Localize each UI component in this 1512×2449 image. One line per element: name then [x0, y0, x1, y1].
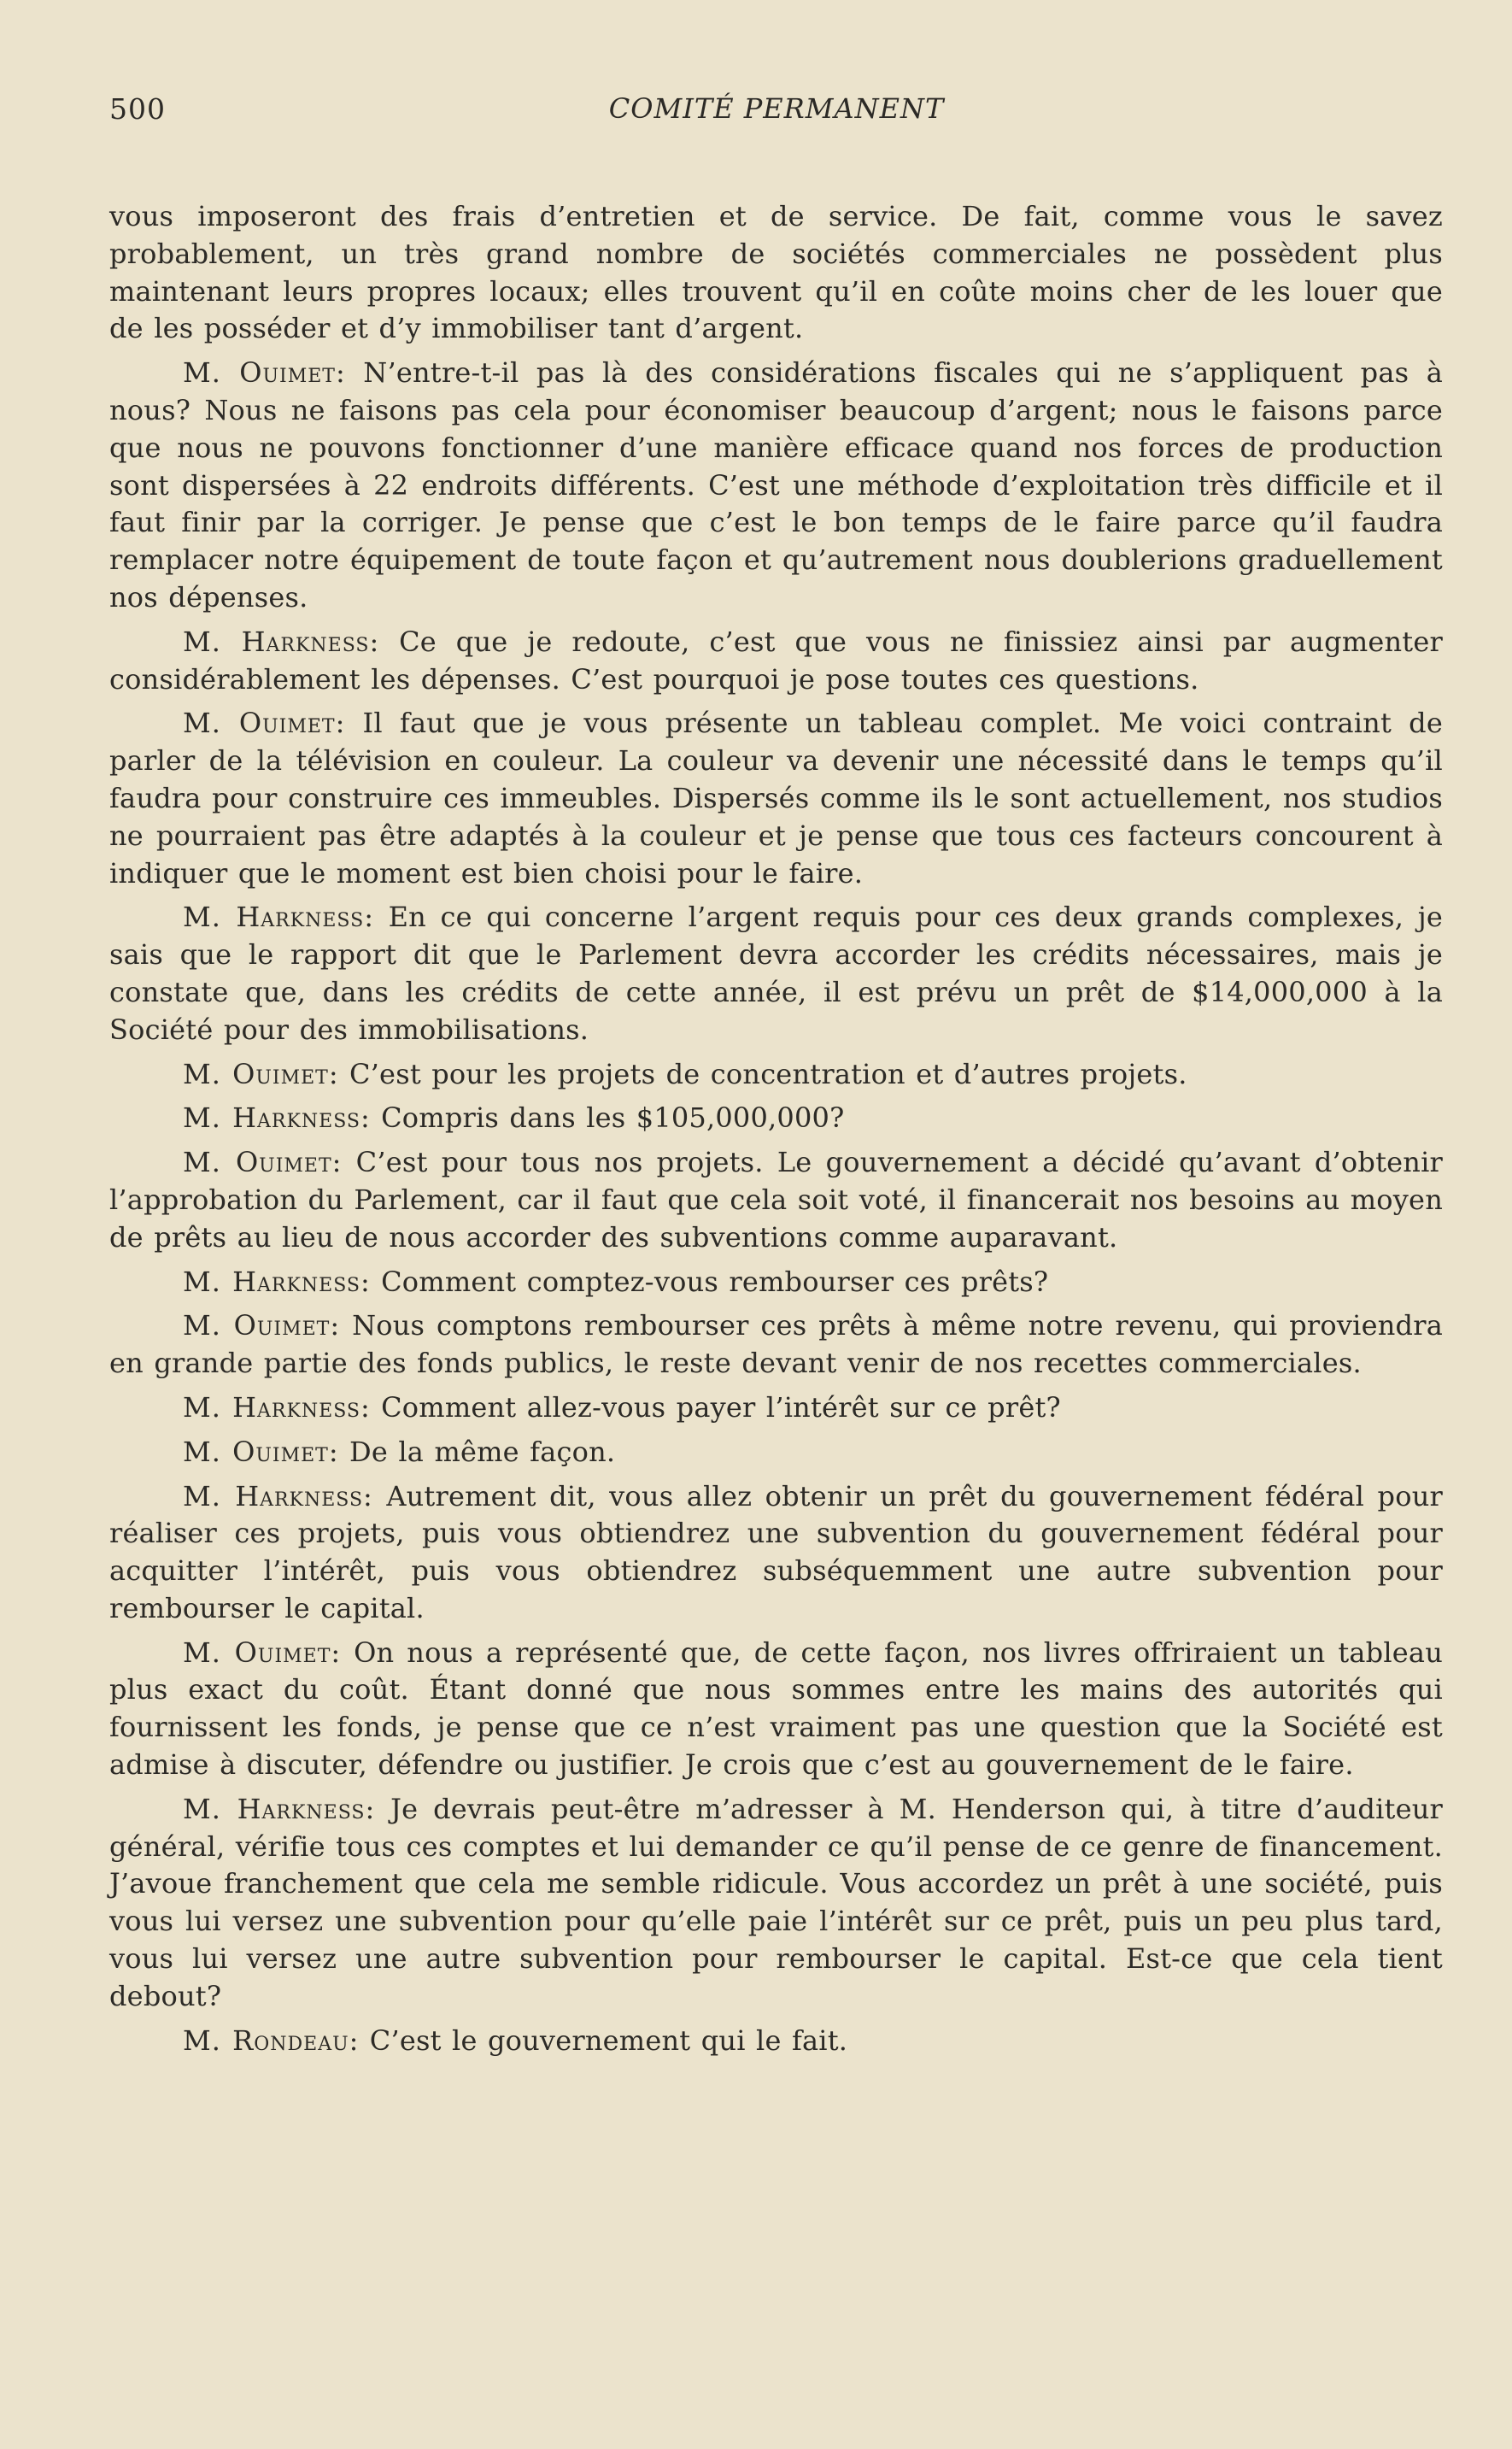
paragraph-text: Compris dans les $105,000,000?: [381, 1101, 845, 1135]
paragraph: [109, 1144, 1443, 1256]
paragraph: [109, 355, 1443, 617]
paragraph-text: C’est pour tous nos projets. Le gouvernement a décidé qu’avant d’obtenir l’approbation du Parlement, car il faut que cela soit voté, il financerait nos besoins au moyen de prêts au lieu de nous accorder des subventions comme auparavant.: [109, 1146, 1444, 1254]
paragraph: [109, 1056, 1443, 1094]
paragraph: [109, 1478, 1443, 1628]
page-number: 500: [109, 92, 166, 126]
paragraph-text: N’entre-t-il pas là des considérations fiscales qui ne s’appliquent pas à nous? Nous ne faisons pas cela pour économiser beaucoup d’argent; nous le faisons parce que nous ne pouvons fonctionner d’une manière efficace quand nos forces de production sont dispersées à 22 endroits différents. C’est une méthode d’exploitation très difficile et il faut finir par la corriger. Je pense que c’est le bon temps de le faire parce qu’il faudra remplacer notre équipement de toute façon et qu’autrement nous doublerions graduellement nos dépenses.: [109, 356, 1443, 614]
speaker-name: M. Ouimet:: [183, 707, 346, 740]
speaker-name: M. Harkness:: [183, 1265, 371, 1298]
paragraph: [109, 198, 1443, 348]
paragraph-text: Ce que je redoute, c’est que vous ne finissiez ainsi par augmenter considérablement les dépenses. C’est pourquoi je pose toutes ces questions.: [109, 625, 1444, 696]
paragraph: [109, 705, 1443, 892]
speaker-name: M. Ouimet:: [183, 1146, 343, 1179]
paragraph-text: Autrement dit, vous allez obtenir un prêt du gouvernement fédéral pour réaliser ces projets, puis vous obtiendrez une subvention du gouvernement fédéral pour acquitter l’intérêt, puis vous obtiendrez subséquemment une autre subvention pour rembourser le capital.: [109, 1479, 1444, 1624]
paragraph: [109, 899, 1443, 1048]
speaker-name: M. Rondeau:: [183, 2023, 360, 2057]
paragraph-text: De la même façon.: [349, 1435, 616, 1468]
speaker-name: M. Ouimet:: [183, 1435, 339, 1468]
paragraph-text: En ce qui concerne l’argent requis pour ces deux grands complexes, je sais que le rapport dit que le Parlement devra accorder les crédits nécessaires, mais je constate que, dans les crédits de cette année, il est prévu un prêt de $14,000,000 à la Société pour des immobilisations.: [109, 901, 1443, 1046]
body-text: [109, 198, 1443, 2059]
paragraph: [109, 624, 1443, 699]
paragraph-text: Il faut que je vous présente un tableau complet. Me voici contraint de parler de la télévision en couleur. La couleur va devenir une nécessité dans le temps qu’il faudra pour construire ces immeubles. Dispersés comme ils le sont actuellement, nos studios ne pourraient pas être adaptés à la couleur et je pense que tous ces facteurs concourent à indiquer que le moment est bien choisi pour le faire.: [109, 707, 1443, 890]
paragraph-text: Je devrais peut-être m’adresser à M. Henderson qui, à titre d’auditeur général, vérifie tous ces comptes et lui demander ce qu’il pense de ce genre de financement. J’avoue franchement que cela me semble ridicule. Vous accordez un prêt à une société, puis vous lui versez une subvention pour qu’elle paie l’intérêt sur ce prêt, puis un peu plus tard, vous lui versez une autre subvention pour rembourser le capital. Est-ce que cela tient debout?: [109, 1792, 1444, 2012]
speaker-name: M. Ouimet:: [183, 356, 346, 390]
paragraph: [109, 1791, 1443, 2016]
running-head: [109, 85, 1444, 137]
paragraph: [109, 1307, 1443, 1383]
paragraph-text: On nous a représenté que, de cette façon, nos livres offriraient un tableau plus exact du coût. Étant donné que nous sommes entre les mains des autorités qui fournissent les fonds, je pense que ce n’est vraiment pas une question que la Société est admise à discuter, défendre ou justifier. Je crois que c’est au gouvernement de le faire.: [109, 1636, 1444, 1782]
paragraph: [109, 2023, 1443, 2060]
speaker-name: M. Harkness:: [183, 625, 380, 658]
speaker-name: M. Harkness:: [183, 1479, 373, 1512]
paragraph-text: C’est le gouvernement qui le fait.: [369, 2023, 848, 2057]
paragraph-text: C’est pour les projets de concentration et d’autres projets.: [349, 1057, 1187, 1090]
speaker-name: M. Ouimet:: [183, 1309, 341, 1342]
speaker-name: M. Harkness:: [183, 1390, 371, 1424]
paragraph-text: Nous comptons rembourser ces prêts à même notre revenu, qui proviendra en grande partie des fonds publics, le reste devant venir de nos recettes commerciales.: [109, 1309, 1444, 1380]
speaker-name: M. Ouimet:: [183, 1636, 342, 1669]
running-title: COMITÉ PERMANENT: [608, 92, 945, 125]
speaker-name: M. Harkness:: [183, 1101, 371, 1135]
paragraph: [109, 1264, 1443, 1301]
speaker-name: M. Ouimet:: [183, 1057, 339, 1090]
speaker-name: M. Harkness:: [183, 901, 374, 934]
paragraph-text: vous imposeront des frais d’entretien et de service. De fait, comme vous le savez probablement, un très grand nombre de sociétés commerciales ne possèdent plus maintenant leurs propres locaux; elles trouvent qu’il en coûte moins cher de les louer que de les posséder et d’y immobiliser tant d’argent.: [109, 200, 1443, 345]
paragraph: [109, 1100, 1443, 1137]
paragraph-text: Comment allez-vous payer l’intérêt sur ce prêt?: [381, 1390, 1061, 1424]
paragraph-text: Comment comptez-vous rembourser ces prêts?: [381, 1265, 1049, 1298]
paragraph: [109, 1389, 1443, 1427]
speaker-name: M. Harkness:: [183, 1792, 376, 1825]
paragraph: [109, 1434, 1443, 1471]
paragraph: [109, 1635, 1443, 1784]
